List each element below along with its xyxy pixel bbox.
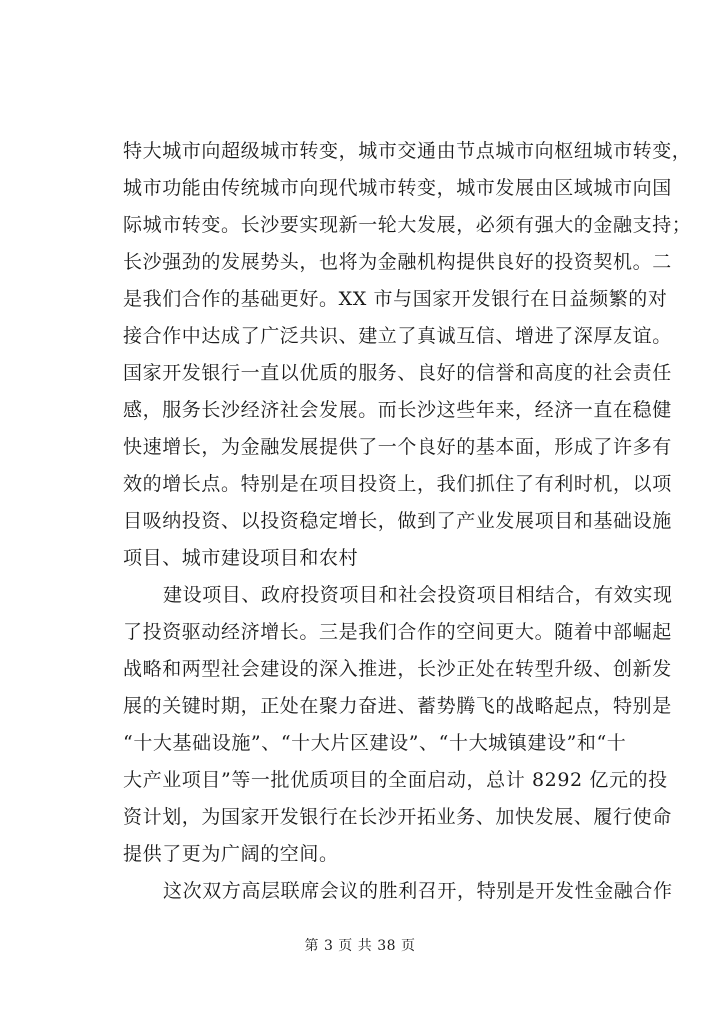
text-line: 战略和两型社会建设的深入推进，长沙正处在转型升级、创新发	[123, 658, 672, 680]
text-line: 际城市转变。长沙要实现新一轮大发展，必须有强大的金融支持；	[123, 214, 692, 236]
text-line: 特大城市向超级城市转变，城市交通由节点城市向枢纽城市转变，	[123, 140, 692, 162]
text-line: 提供了更为广阔的空间。	[123, 843, 339, 865]
body-text	[123, 133, 692, 910]
text-line: 资计划，为国家开发银行在长沙开拓业务、加快发展、履行使命	[123, 806, 672, 828]
text-line: 了投资驱动经济增长。三是我们合作的空间更大。随着中部崛起	[123, 621, 672, 643]
text-line: 项目、城市建设项目和农村	[123, 547, 359, 569]
text-line: 感，服务长沙经济社会发展。而长沙这些年来，经济一直在稳健	[123, 399, 672, 421]
text-line: 长沙强劲的发展势头，也将为金融机构提供良好的投资契机。二	[123, 251, 672, 273]
paragraph-start-line: 建设项目、政府投资项目和社会投资项目相结合，有效实现	[163, 584, 673, 606]
text-line: 城市功能由传统城市向现代城市转变，城市发展由区域城市向国	[123, 177, 672, 199]
text-line: 快速增长，为金融发展提供了一个良好的基本面，形成了许多有	[123, 436, 672, 458]
text-line: 接合作中达成了广泛共识、建立了真诚互信、增进了深厚友谊。	[123, 325, 672, 347]
paragraph-start-line: 这次双方高层联席会议的胜利召开，特别是开发性金融合作	[163, 880, 673, 902]
text-line: 目吸纳投资、以投资稳定增长，做到了产业发展项目和基础设施	[123, 510, 672, 532]
text-line: 是我们合作的基础更好。XX 市与国家开发银行在日益频繁的对	[123, 288, 668, 310]
text-line: 效的增长点。特别是在项目投资上，我们抓住了有利时机，以项	[123, 473, 672, 495]
text-line: 国家开发银行一直以优质的服务、良好的信誉和高度的社会责任	[123, 362, 672, 384]
text-line: “十大基础设施”、“十大片区建设”、“十大城镇建设”和“十	[123, 732, 627, 754]
page-number-footer: 第 3 页 共 38 页	[304, 938, 416, 954]
text-line: 大产业项目”等一批优质项目的全面启动，总计 8292 亿元的投	[123, 769, 668, 791]
text-line: 展的关键时期，正处在聚力奋进、蓄势腾飞的战略起点，特别是	[123, 695, 672, 717]
